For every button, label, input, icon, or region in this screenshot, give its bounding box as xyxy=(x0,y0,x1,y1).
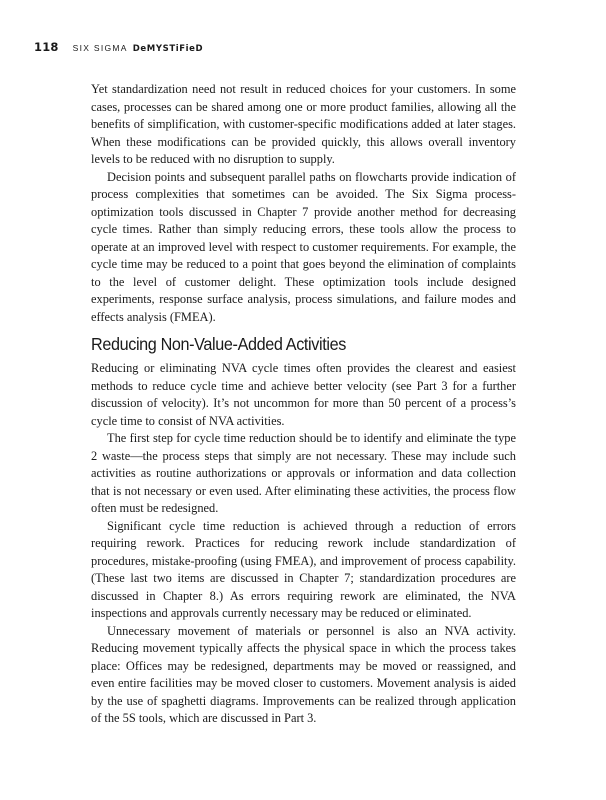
body-paragraph: Significant cycle time reduction is achieved through a reduction of errors requiring rework. Practices for reducing rework include standardization of procedures, mistake-proofing (using FMEA), and improvement of process capability. (These last two items are discussed in Chapter 7; standardization procedures are discussed in Chapter 8.) As errors requiring rework are eliminated, the NVA inspections and approvals currently necessary may be reduced or eliminated. xyxy=(91,518,516,620)
body-paragraph: Unnecessary movement of materials or personnel is also an NVA activity. Reducing movement typically affects the physical space in which the process takes place: Offices may be redesigned, departments may be moved or reassigned, and even entire facilities may be moved closer to customers. Movement analysis is aided by the use of spaghetti diagrams. Improvements can be realized through application of the 5S tools, which are discussed in Part 3. xyxy=(91,623,516,725)
body-paragraph: Yet standardization need not result in reduced choices for your customers. In some cases, processes can be shared among one or more product families, allowing all the benefits of simplification, with customer-specific modifications added at later stages. When these modifications can be provided quickly, this allows overall inventory levels to be reduced with no disruption to supply. xyxy=(91,82,516,166)
body-paragraph: Decision points and subsequent parallel paths on flowcharts provide indication of process complexities that sometimes can be avoided. The Six Sigma process-optimization tools discussed in Chapter 7 provide another method for decreasing cycle times. Rather than simply reducing errors, these tools allow the process to operate at an improved level with respect to customer requirements. For example, the cycle time may be reduced to a point that goes beyond the elimination of complaints to the level of customer delight. These optimization tools include designed experiments, response surface analysis, process simulations, and failure modes and effects analysis (FMEA). xyxy=(91,169,516,324)
running-head xyxy=(34,40,203,56)
section-heading: Reducing Non-Value-Added Activities xyxy=(91,334,346,354)
book-subtitle: DeMYSTiFieD xyxy=(132,44,204,54)
page-body xyxy=(91,81,516,728)
body-paragraph: Reducing or eliminating NVA cycle times often provides the clearest and easiest methods to reduce cycle time and achieve better velocity (see Part 3 for a further discussion of velocity). It’s not uncommon for more than 50 percent of a process’s cycle time to consist of NVA activities. xyxy=(91,361,516,428)
book-title: SIX SIGMA xyxy=(72,43,128,53)
body-paragraph: The first step for cycle time reduction should be to identify and eliminate the type 2 waste—the process steps that simply are not necessary. These may include such activities as routine authorizations or approvals or information and data collection that is not necessary or even used. After eliminating these activities, the process flow often must be redesigned. xyxy=(91,431,516,515)
page-number: 118 xyxy=(34,40,59,54)
